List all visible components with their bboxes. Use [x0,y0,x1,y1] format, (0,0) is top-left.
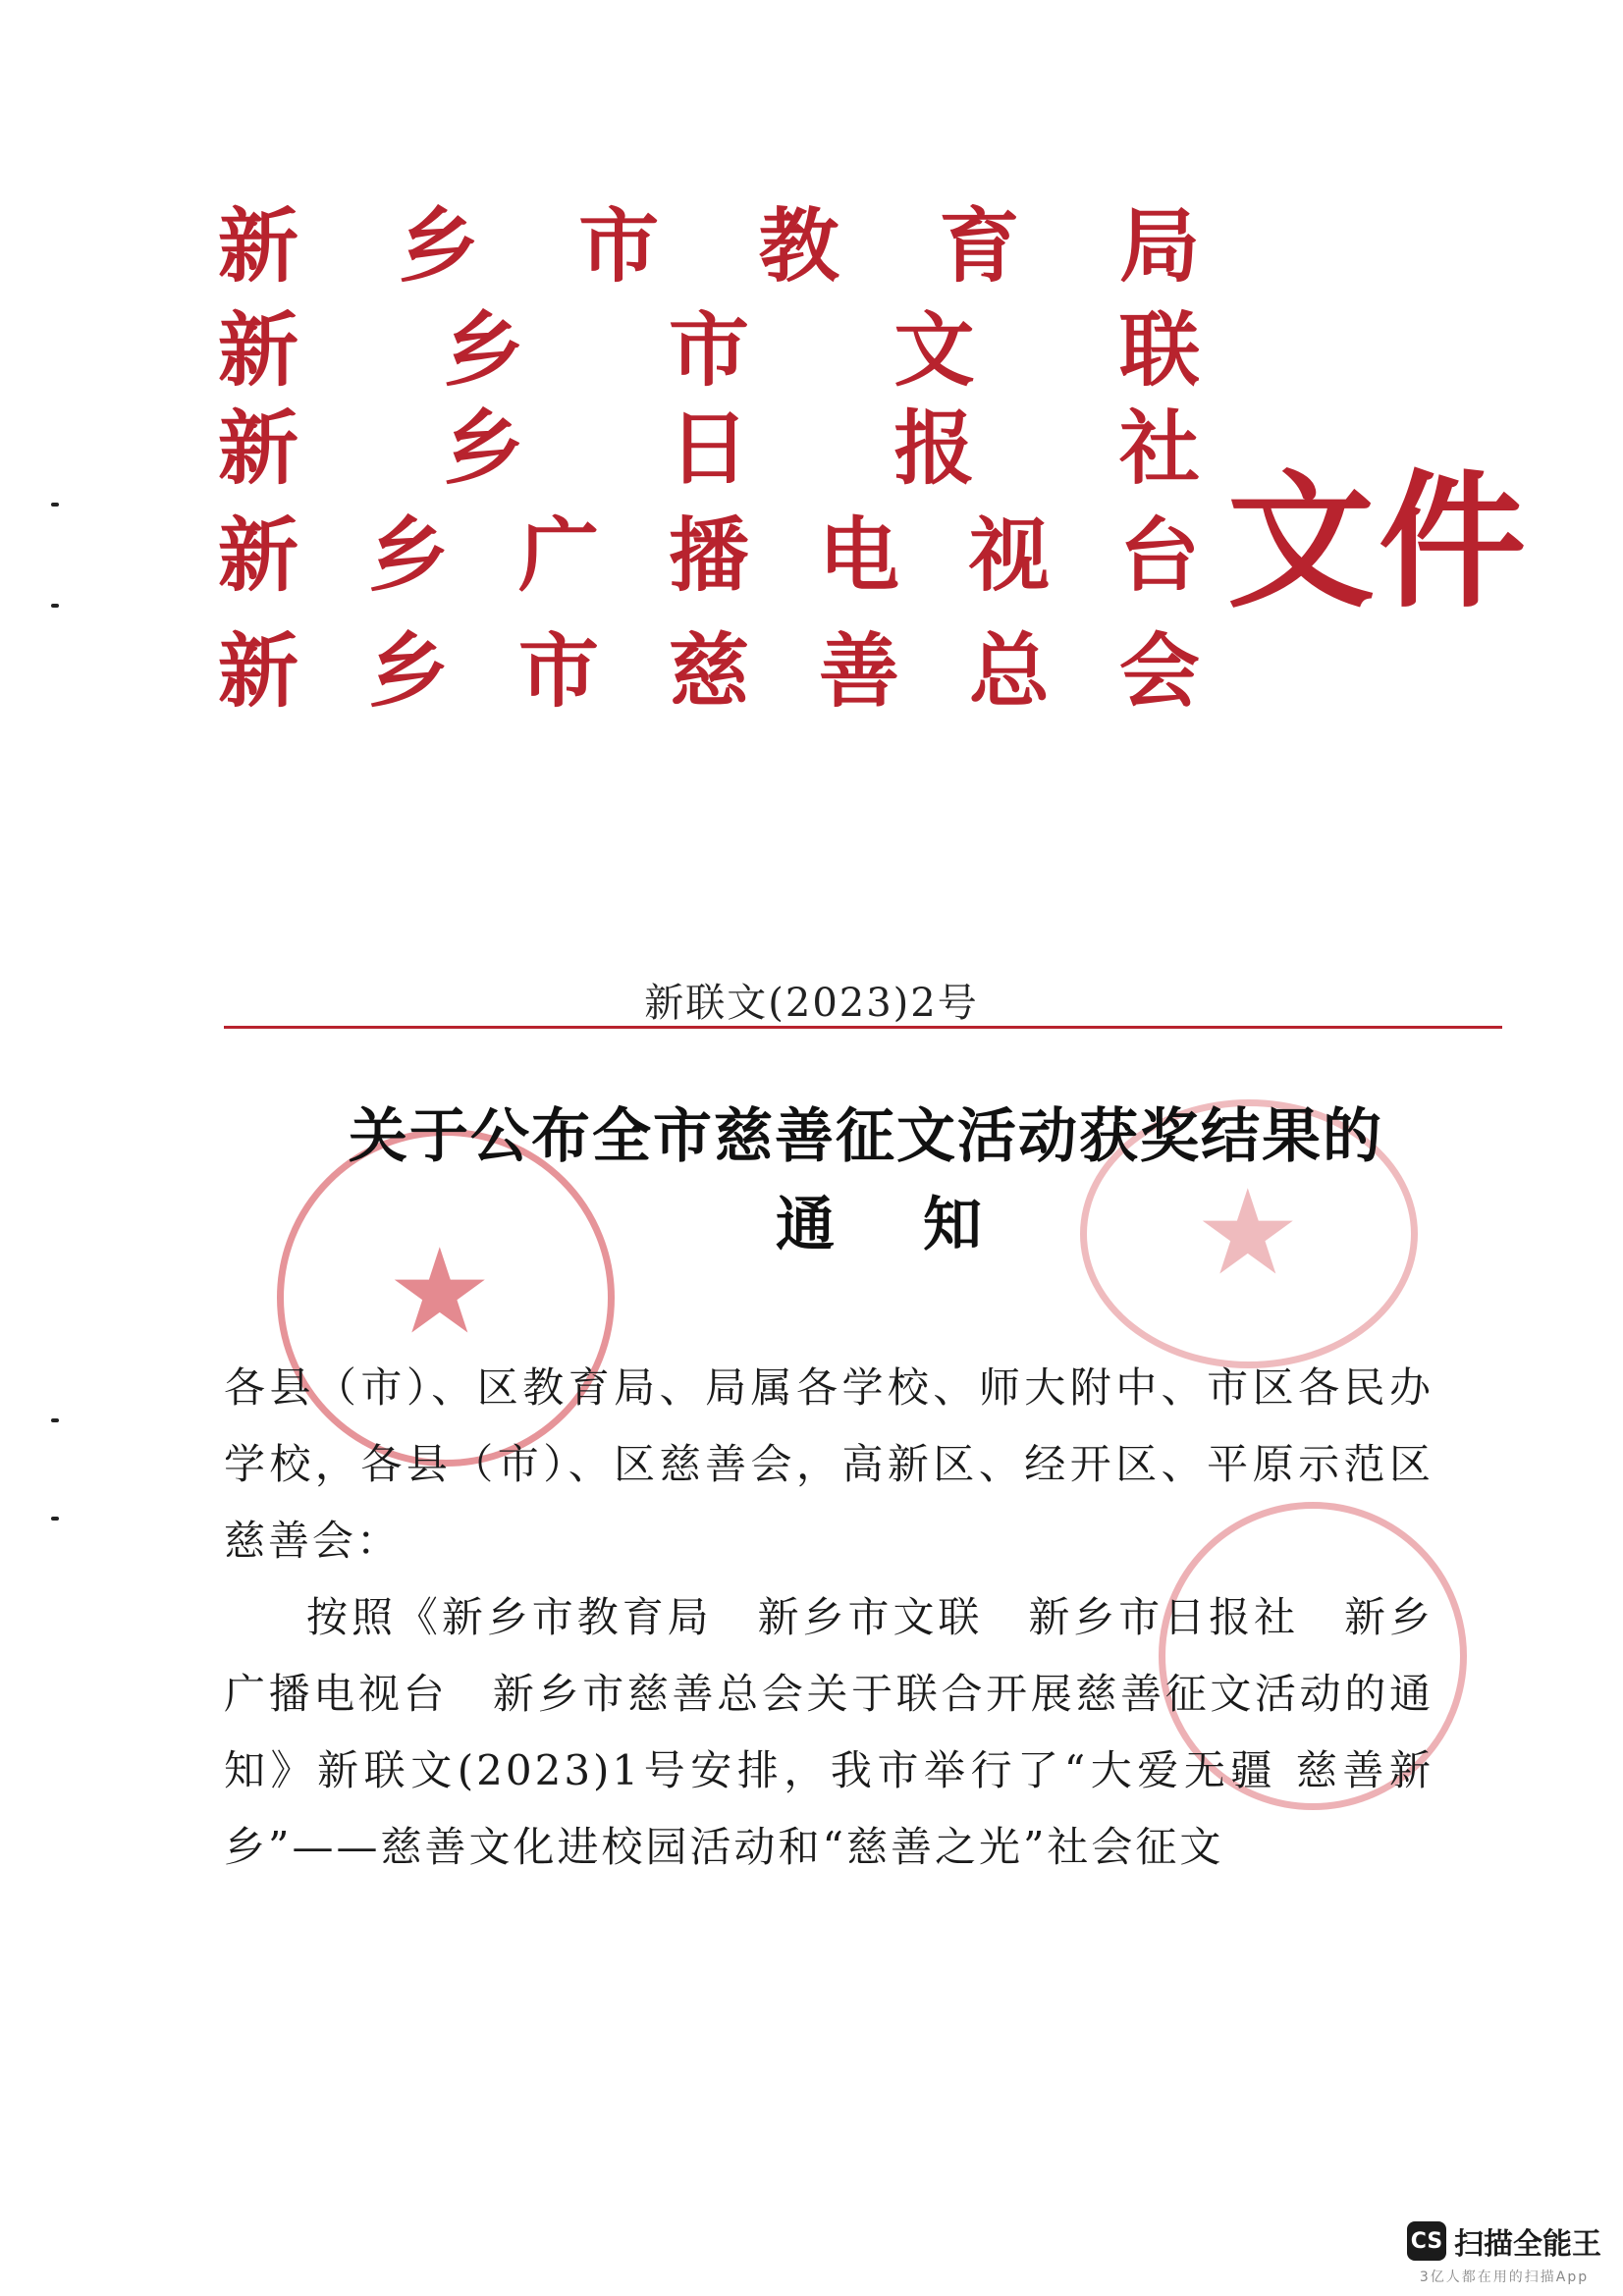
issuer-character: 新 [218,200,299,294]
notice-body [224,1350,1434,1886]
issuer-character: 新 [218,402,299,496]
watermark-tagline: 3亿人都在用的扫描App [1419,2269,1590,2285]
issuer-character: 总 [968,625,1050,719]
issuer-character: 市 [668,304,749,398]
issuer-charity-federation [218,614,1200,730]
issuer-character: 乡 [367,625,449,719]
seal-star-icon: ★ [1195,1165,1301,1302]
issuer-character: 慈 [668,625,749,719]
issuing-organizations [218,192,1219,730]
issuer-education-bureau [218,192,1200,302]
issuer-character: 视 [968,509,1050,603]
issuer-character: 文 [893,304,975,398]
seal-star-icon: ★ [387,1224,493,1361]
issuer-character: 乡 [367,509,449,603]
issuer-character: 新 [218,304,299,398]
camscanner-logo-icon: CS [1407,2221,1446,2261]
issuer-character: 广 [517,509,599,603]
scanner-watermark [1407,2219,1601,2286]
binding-mark [51,1517,59,1521]
notice-title-second-line: 通知 [776,1191,1070,1259]
issuer-character: 局 [1118,200,1200,294]
issuer-character: 乡 [398,200,479,294]
issuer-character: 会 [1118,625,1200,719]
issuer-character: 乡 [443,304,524,398]
document-type-label: 文件 [1227,457,1531,628]
issuer-character: 台 [1118,509,1200,603]
issuer-daily-news [218,400,1200,499]
issuer-character: 社 [1118,402,1200,496]
red-divider [224,1026,1502,1029]
binding-mark [51,503,59,507]
issuer-character: 新 [218,625,299,719]
notice-title: 关于公布全市慈善征文活动获奖结果的 [349,1102,1383,1171]
binding-mark [51,1418,59,1422]
issuer-character: 育 [939,200,1020,294]
issuer-character: 播 [668,509,749,603]
issuer-broadcast-tv [218,499,1200,614]
issuer-literary-federation [218,302,1200,400]
issuer-character: 教 [758,200,839,294]
issuer-character: 联 [1118,304,1200,398]
issuer-character: 乡 [443,402,524,496]
issuer-character: 报 [893,402,975,496]
body-paragraph: 按照《新乡市教育局 新乡市文联 新乡市日报社 新乡广播电视台 新乡市慈善总会关于联合开展慈善征文活动的通知》新联文(2023)1号安排，我市举行了“大爱无疆 慈善新乡”——慈善文化进校园活动和“慈善之光”社会征文 [224,1593,1434,1871]
binding-mark [51,604,59,608]
document-number: 新联文(2023)2号 [644,981,979,1026]
issuer-character: 市 [578,200,660,294]
issuer-character: 市 [517,625,599,719]
issuer-character: 日 [668,402,749,496]
issuer-character: 新 [218,509,299,603]
issuer-character: 电 [818,509,899,603]
addressees: 各县（市）、区教育局、局属各学校、师大附中、市区各民办学校，各县（市）、区慈善会，高新区、经开区、平原示范区慈善会： [224,1363,1434,1565]
watermark-app-name: 扫描全能王 [1454,2227,1601,2262]
issuer-character: 善 [818,625,899,719]
